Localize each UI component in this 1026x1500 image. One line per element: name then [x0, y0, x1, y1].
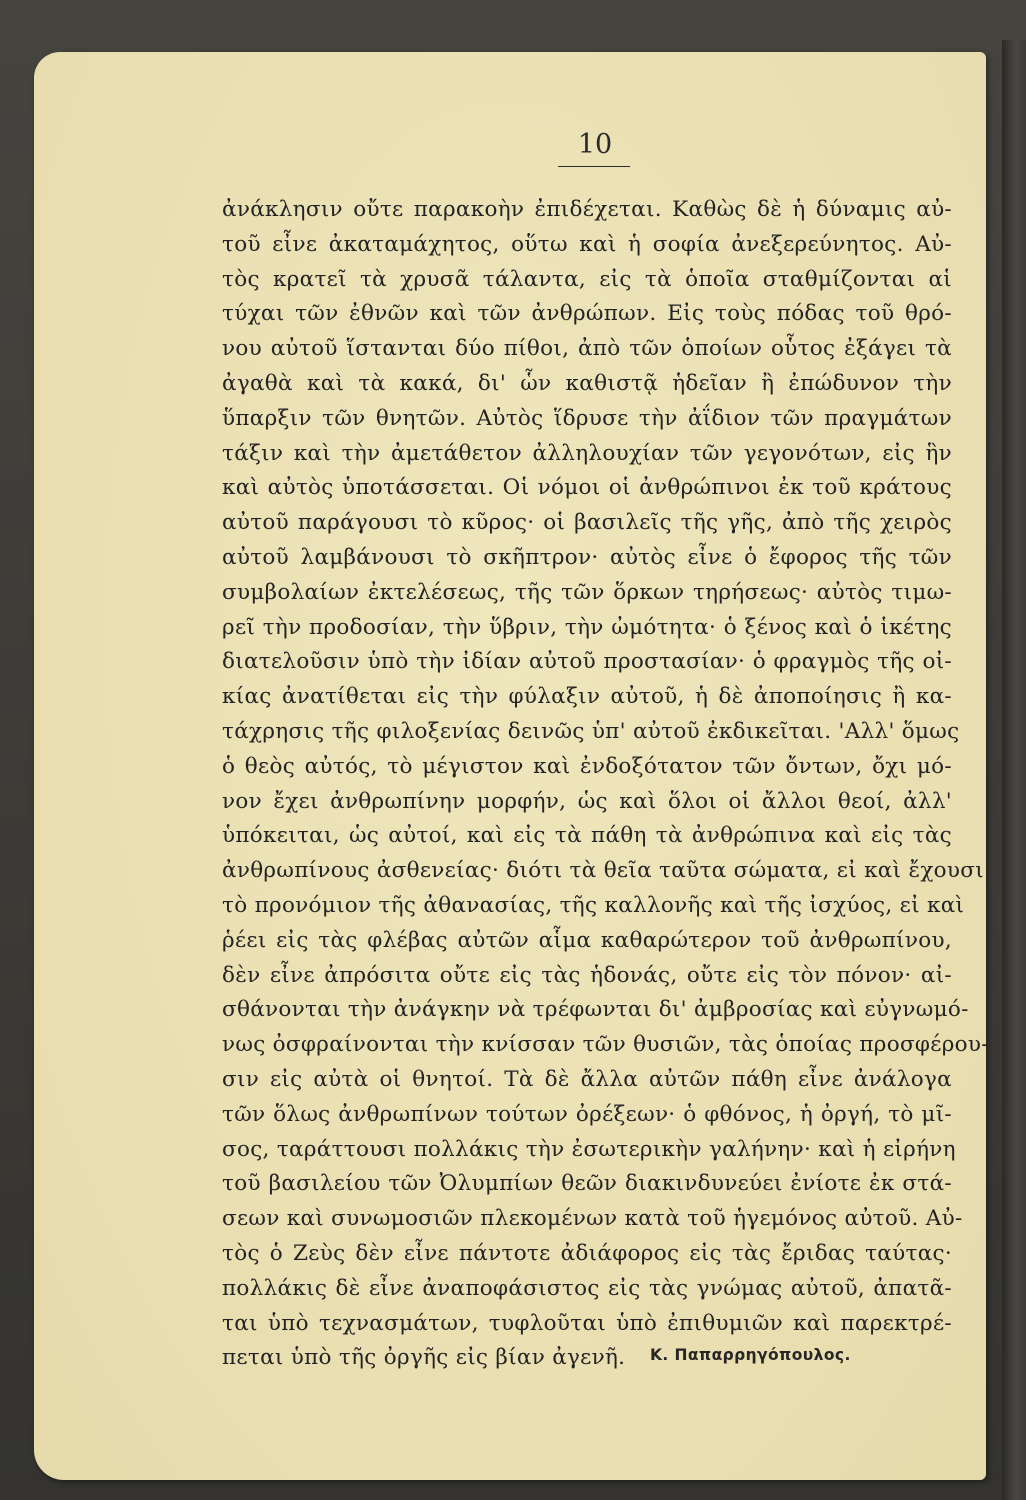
text-line: ἀνάκλησιν οὔτε παρακοὴν ἐπιδέχεται. Καθὼς δὲ ἡ δύναμις αὐ-	[222, 197, 952, 222]
text-line: τοῦ βασιλείου τῶν Ὀλυμπίων θεῶν διακινδυνεύει ἐνίοτε ἐκ στά-	[222, 1171, 952, 1197]
author-signature: Κ. Παπαρρηγόπουλος.	[650, 1346, 851, 1364]
text-line: τῶν ὅλως ἀνθρωπίνων τούτων ὀρέξεων· ὁ φθόνος, ἡ ὀργή, τὸ μῖ-	[222, 1101, 952, 1127]
text-line: νως ὀσφραίνονται τὴν κνίσσαν τῶν θυσιῶν, τὰς ὁποίας προσφέρου-	[222, 1032, 989, 1058]
text-line: ται ὑπὸ τεχνασμάτων, τυφλοῦται ὑπὸ ἐπιθυμιῶν καὶ παρεκτρέ-	[222, 1310, 952, 1336]
text-line: ὑπόκειται, ὡς αὐτοί, καὶ εἰς τὰ πάθη τὰ ἀνθρώπινα καὶ εἰς τὰς	[222, 823, 952, 849]
text-line: τύχαι τῶν ἐθνῶν καὶ τῶν ἀνθρώπων. Εἰς τοὺς πόδας τοῦ θρό-	[222, 301, 952, 327]
text-line: τοῦ εἶνε ἀκαταμάχητος, οὕτω καὶ ἡ σοφία ἀνεξερεύνητος. Αὐ-	[222, 231, 952, 257]
text-line: συμβολαίων ἐκτελέσεως, τῆς τῶν ὅρκων τηρήσεως· αὐτὸς τιμω-	[222, 579, 952, 605]
text-line: νου αὐτοῦ ἵστανται δύο πίθοι, ἀπὸ τῶν ὁποίων οὗτος ἐξάγει τὰ	[222, 336, 952, 362]
text-line: τάξιν καὶ τὴν ἀμετάθετον ἀλληλουχίαν τῶν γεγονότων, εἰς ἣν	[222, 440, 952, 466]
text-line: ὁ θεὸς αὐτός, τὸ μέγιστον καὶ ἐνδοξότατον τῶν ὄντων, ὄχι μό-	[222, 753, 952, 779]
text-line: νον ἔχει ἀνθρωπίνην μορφήν, ὡς καὶ ὅλοι οἱ ἄλλοι θεοί, ἀλλ'	[222, 788, 952, 814]
book-gutter	[1002, 40, 1026, 1500]
text-line: σιν εἰς αὐτὰ οἱ θνητοί. Τὰ δὲ ἄλλα αὐτῶν πάθη εἶνε ἀνάλογα	[222, 1066, 952, 1092]
text-line: αὐτοῦ παράγουσι τὸ κῦρος· οἱ βασιλεῖς τῆς γῆς, ἀπὸ τῆς χειρὸς	[222, 510, 952, 536]
text-line: τὸ προνόμιον τῆς ἀθανασίας, τῆς καλλονῆς καὶ τῆς ἰσχύος, εἰ καὶ	[222, 892, 965, 918]
text-line-last: πεται ὑπὸ τῆς ὀργῆς εἰς βίαν ἀγενῆ.	[222, 1345, 626, 1371]
text-line: ὕπαρξιν τῶν θνητῶν. Αὐτὸς ἵδρυσε τὴν ἀΐδιον τῶν πραγμάτων	[222, 405, 952, 431]
text-line: τάχρησις τῆς φιλοξενίας δεινῶς ὑπ' αὐτοῦ ἐκδικεῖται. 'Αλλ' ὅμως	[222, 718, 960, 744]
text-line: πολλάκις δὲ εἶνε ἀναποφάσιστος εἰς τὰς γνώμας αὐτοῦ, ἀπατᾶ-	[222, 1275, 952, 1301]
text-line: σεων καὶ συνωμοσιῶν πλεκομένων κατὰ τοῦ ἡγεμόνος αὐτοῦ. Αὐ-	[222, 1206, 963, 1232]
text-line: ρεῖ τὴν προδοσίαν, τὴν ὕβριν, τὴν ὠμότητα· ὁ ξένος καὶ ὁ ἱκέτης	[222, 614, 952, 640]
text-line: ῥέει εἰς τὰς φλέβας αὐτῶν αἷμα καθαρώτερον τοῦ ἀνθρωπίνου,	[222, 927, 952, 953]
page-number-rule	[558, 166, 630, 167]
text-line: τὸς κρατεῖ τὰ χρυσᾶ τάλαντα, εἰς τὰ ὁποῖα σταθμίζονται αἱ	[222, 266, 952, 292]
text-line: ἀγαθὰ καὶ τὰ κακά, δι' ὧν καθιστᾷ ἡδεῖαν ἢ ἐπώδυνον τὴν	[222, 370, 952, 396]
text-line: σθάνονται τὴν ἀνάγκην νὰ τρέφωνται δι' ἀμβροσίας καὶ εὐγνωμό-	[222, 997, 969, 1023]
text-line: σος, ταράττουσι πολλάκις τὴν ἐσωτερικὴν γαλήνην· καὶ ἡ εἰρήνη	[222, 1136, 956, 1162]
text-line: δὲν εἶνε ἀπρόσιτα οὔτε εἰς τὰς ἡδονάς, οὔτε εἰς τὸν πόνον· αἰ-	[222, 962, 952, 988]
text-line: καὶ αὐτὸς ὑποτάσσεται. Οἱ νόμοι οἱ ἀνθρώπινοι ἐκ τοῦ κράτους	[222, 475, 952, 501]
page-number: 10	[577, 129, 613, 160]
text-line: ἀνθρωπίνους ἀσθενείας· διότι τὰ θεῖα ταῦτα σώματα, εἰ καὶ ἔχουσι	[222, 858, 984, 884]
body-text	[222, 193, 989, 1376]
text-line: κίας ἀνατίθεται εἰς τὴν φύλαξιν αὐτοῦ, ἡ δὲ ἀποποίησις ἢ κα-	[222, 684, 952, 710]
text-line: διατελοῦσιν ὑπὸ τὴν ἰδίαν αὐτοῦ προστασίαν· ὁ φραγμὸς τῆς οἰ-	[222, 649, 952, 675]
text-line: αὐτοῦ λαμβάνουσι τὸ σκῆπτρον· αὐτὸς εἶνε ὁ ἔφορος τῆς τῶν	[222, 544, 952, 570]
text-line: τὸς ὁ Ζεὺς δὲν εἶνε πάντοτε ἀδιάφορος εἰς τὰς ἔριδας ταύτας·	[222, 1240, 952, 1266]
